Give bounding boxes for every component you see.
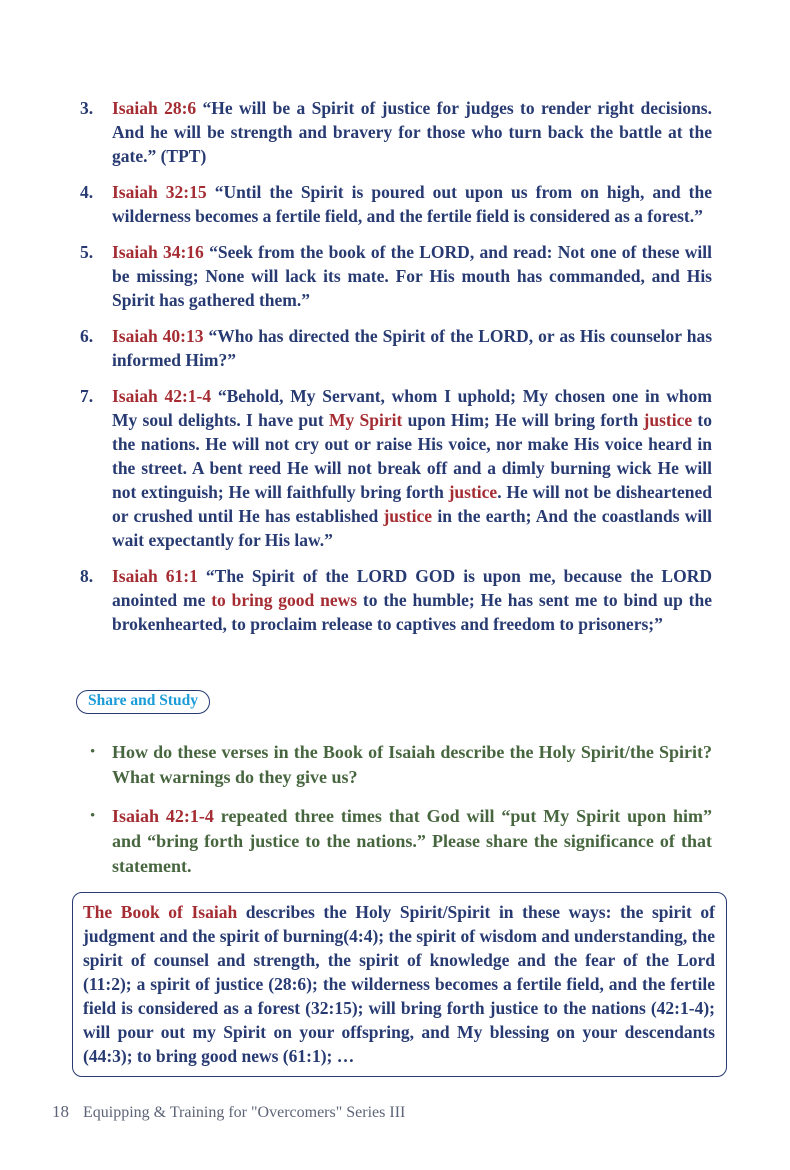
verse-number: 7. <box>80 386 94 406</box>
discussion-bullet-1 <box>80 740 712 790</box>
page-number: 18 <box>52 1102 69 1121</box>
share-and-study-badge <box>76 690 210 714</box>
page-content <box>80 96 712 893</box>
verse-item-7 <box>80 384 712 552</box>
footer-title: Equipping & Training for "Overcomers" Series III <box>83 1104 406 1121</box>
verse-text: Isaiah 40:13 “Who has directed the Spirit of the LORD, or as His counselor has informed Him?” <box>112 326 713 370</box>
verse-number: 4. <box>80 182 94 202</box>
share-and-study-label: Share and Study <box>88 692 198 709</box>
verse-number: 5. <box>80 242 94 262</box>
verse-number: 6. <box>80 326 94 346</box>
verse-number: 8. <box>80 566 94 586</box>
page-footer <box>52 1102 405 1122</box>
verse-text: Isaiah 61:1 “The Spirit of the LORD GOD is upon me, because the LORD anointed me to bring good news to the humble; He has sent me to bind up the brokenhearted, to proclaim release to captives and freedom to prisoners;” <box>112 566 713 634</box>
verse-text: Isaiah 42:1-4 “Behold, My Servant, whom I uphold; My chosen one in whom My soul delights. I have put My Spirit upon Him; He will bring forth justice to the nations. He will not cry out or raise His voice, nor make His voice heard in the street. A bent reed He will not break off and a dimly burning wick He will not extinguish; He will faithfully bring forth justice. He will not be disheartened or crushed until He has established justice in the earth; And the coastlands will wait expectantly for His law.” <box>112 386 713 550</box>
summary-box <box>72 892 727 1077</box>
discussion-bullet-2 <box>80 804 712 879</box>
summary-text: The Book of Isaiah describes the Holy Spirit/Spirit in these ways: the spirit of judgment and the spirit of burning(4:4); the spirit of wisdom and understanding, the spirit of counsel and strength, the spirit of knowledge and the fear of the Lord (11:2); a spirit of justice (28:6); the wilderness becomes a fertile field, and the fertile field is considered as a forest (32:15); will bring forth justice to the nations (42:1-4); will pour out my Spirit on your offspring, and My blessing on your descendants (44:3); to bring good news (61:1); … <box>83 902 715 1066</box>
bullet-icon: • <box>90 808 96 824</box>
discussion-text: Isaiah 42:1-4 repeated three times that God will “put My Spirit upon him” and “bring forth justice to the nations.” Please share the significance of that statement. <box>112 806 713 876</box>
discussion-questions <box>80 740 712 879</box>
verse-item-5 <box>80 240 712 312</box>
discussion-text: How do these verses in the Book of Isaiah describe the Holy Spirit/the Spirit? What warnings do they give us? <box>112 742 712 787</box>
verse-number: 3. <box>80 98 94 118</box>
verse-text: Isaiah 34:16 “Seek from the book of the LORD, and read: Not one of these will be missing; None will lack its mate. For His mouth has commanded, and His Spirit has gathered them.” <box>112 242 712 310</box>
verse-text: Isaiah 32:15 “Until the Spirit is poured out upon us from on high, and the wilderness becomes a fertile field, and the fertile field is considered as a forest.” <box>112 182 713 226</box>
verse-item-3 <box>80 96 712 168</box>
bullet-icon: • <box>90 744 96 760</box>
verse-item-4 <box>80 180 712 228</box>
verse-text: Isaiah 28:6 “He will be a Spirit of justice for judges to render right decisions. And he will be strength and bravery for those who turn back the battle at the gate.” (TPT) <box>112 98 712 166</box>
verse-item-8 <box>80 564 712 636</box>
verse-item-6 <box>80 324 712 372</box>
